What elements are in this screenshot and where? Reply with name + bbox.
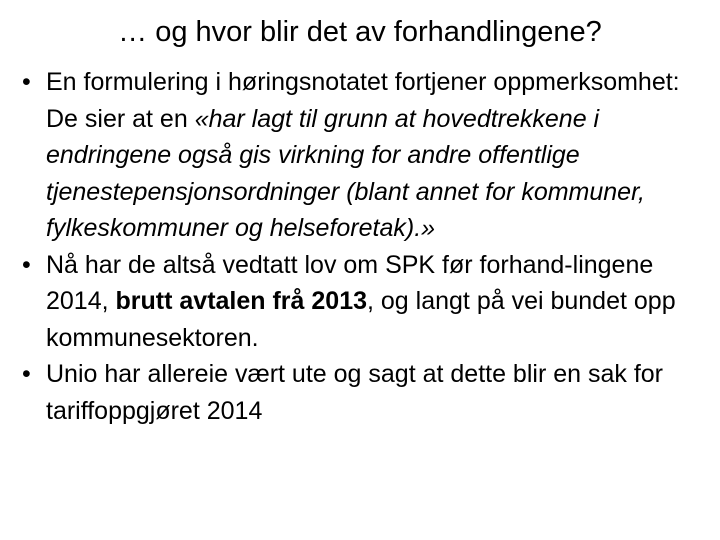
- bullet-item-1: [22, 64, 712, 247]
- bullet-icon: •: [22, 68, 31, 96]
- bullet-2-text-end: , og langt på vei bundet opp kommunesektoren.: [46, 287, 676, 352]
- bullet-1-text: En formulering i høringsnotatet fortjener oppmerksomhet: De sier at en: [46, 68, 680, 133]
- bullet-item-3: [22, 356, 712, 429]
- bullet-icon: •: [22, 250, 31, 279]
- bullet-item-2: [22, 247, 712, 357]
- bullet-list: [22, 64, 712, 429]
- bullet-2-bold: brutt avtalen frå 2013: [115, 287, 368, 315]
- bullet-2-text: Nå har de altså vedtatt lov om SPK før forhand-lingene 2014,: [46, 250, 654, 315]
- slide-title: … og hvor blir det av forhandlingene?: [118, 16, 602, 48]
- bullet-icon: •: [22, 360, 31, 388]
- bullet-3-text: Unio har allereie vært ute og sagt at dette blir en sak for tariffoppgjøret 2014: [46, 360, 663, 425]
- bullet-1-quote: «har lagt til grunn at hovedtrekkene i endringene også gis virkning for andre offentlige tjenestepensjonsordninger (blant annet for kommuner, fylkeskommuner og helseforetak).»: [46, 104, 645, 242]
